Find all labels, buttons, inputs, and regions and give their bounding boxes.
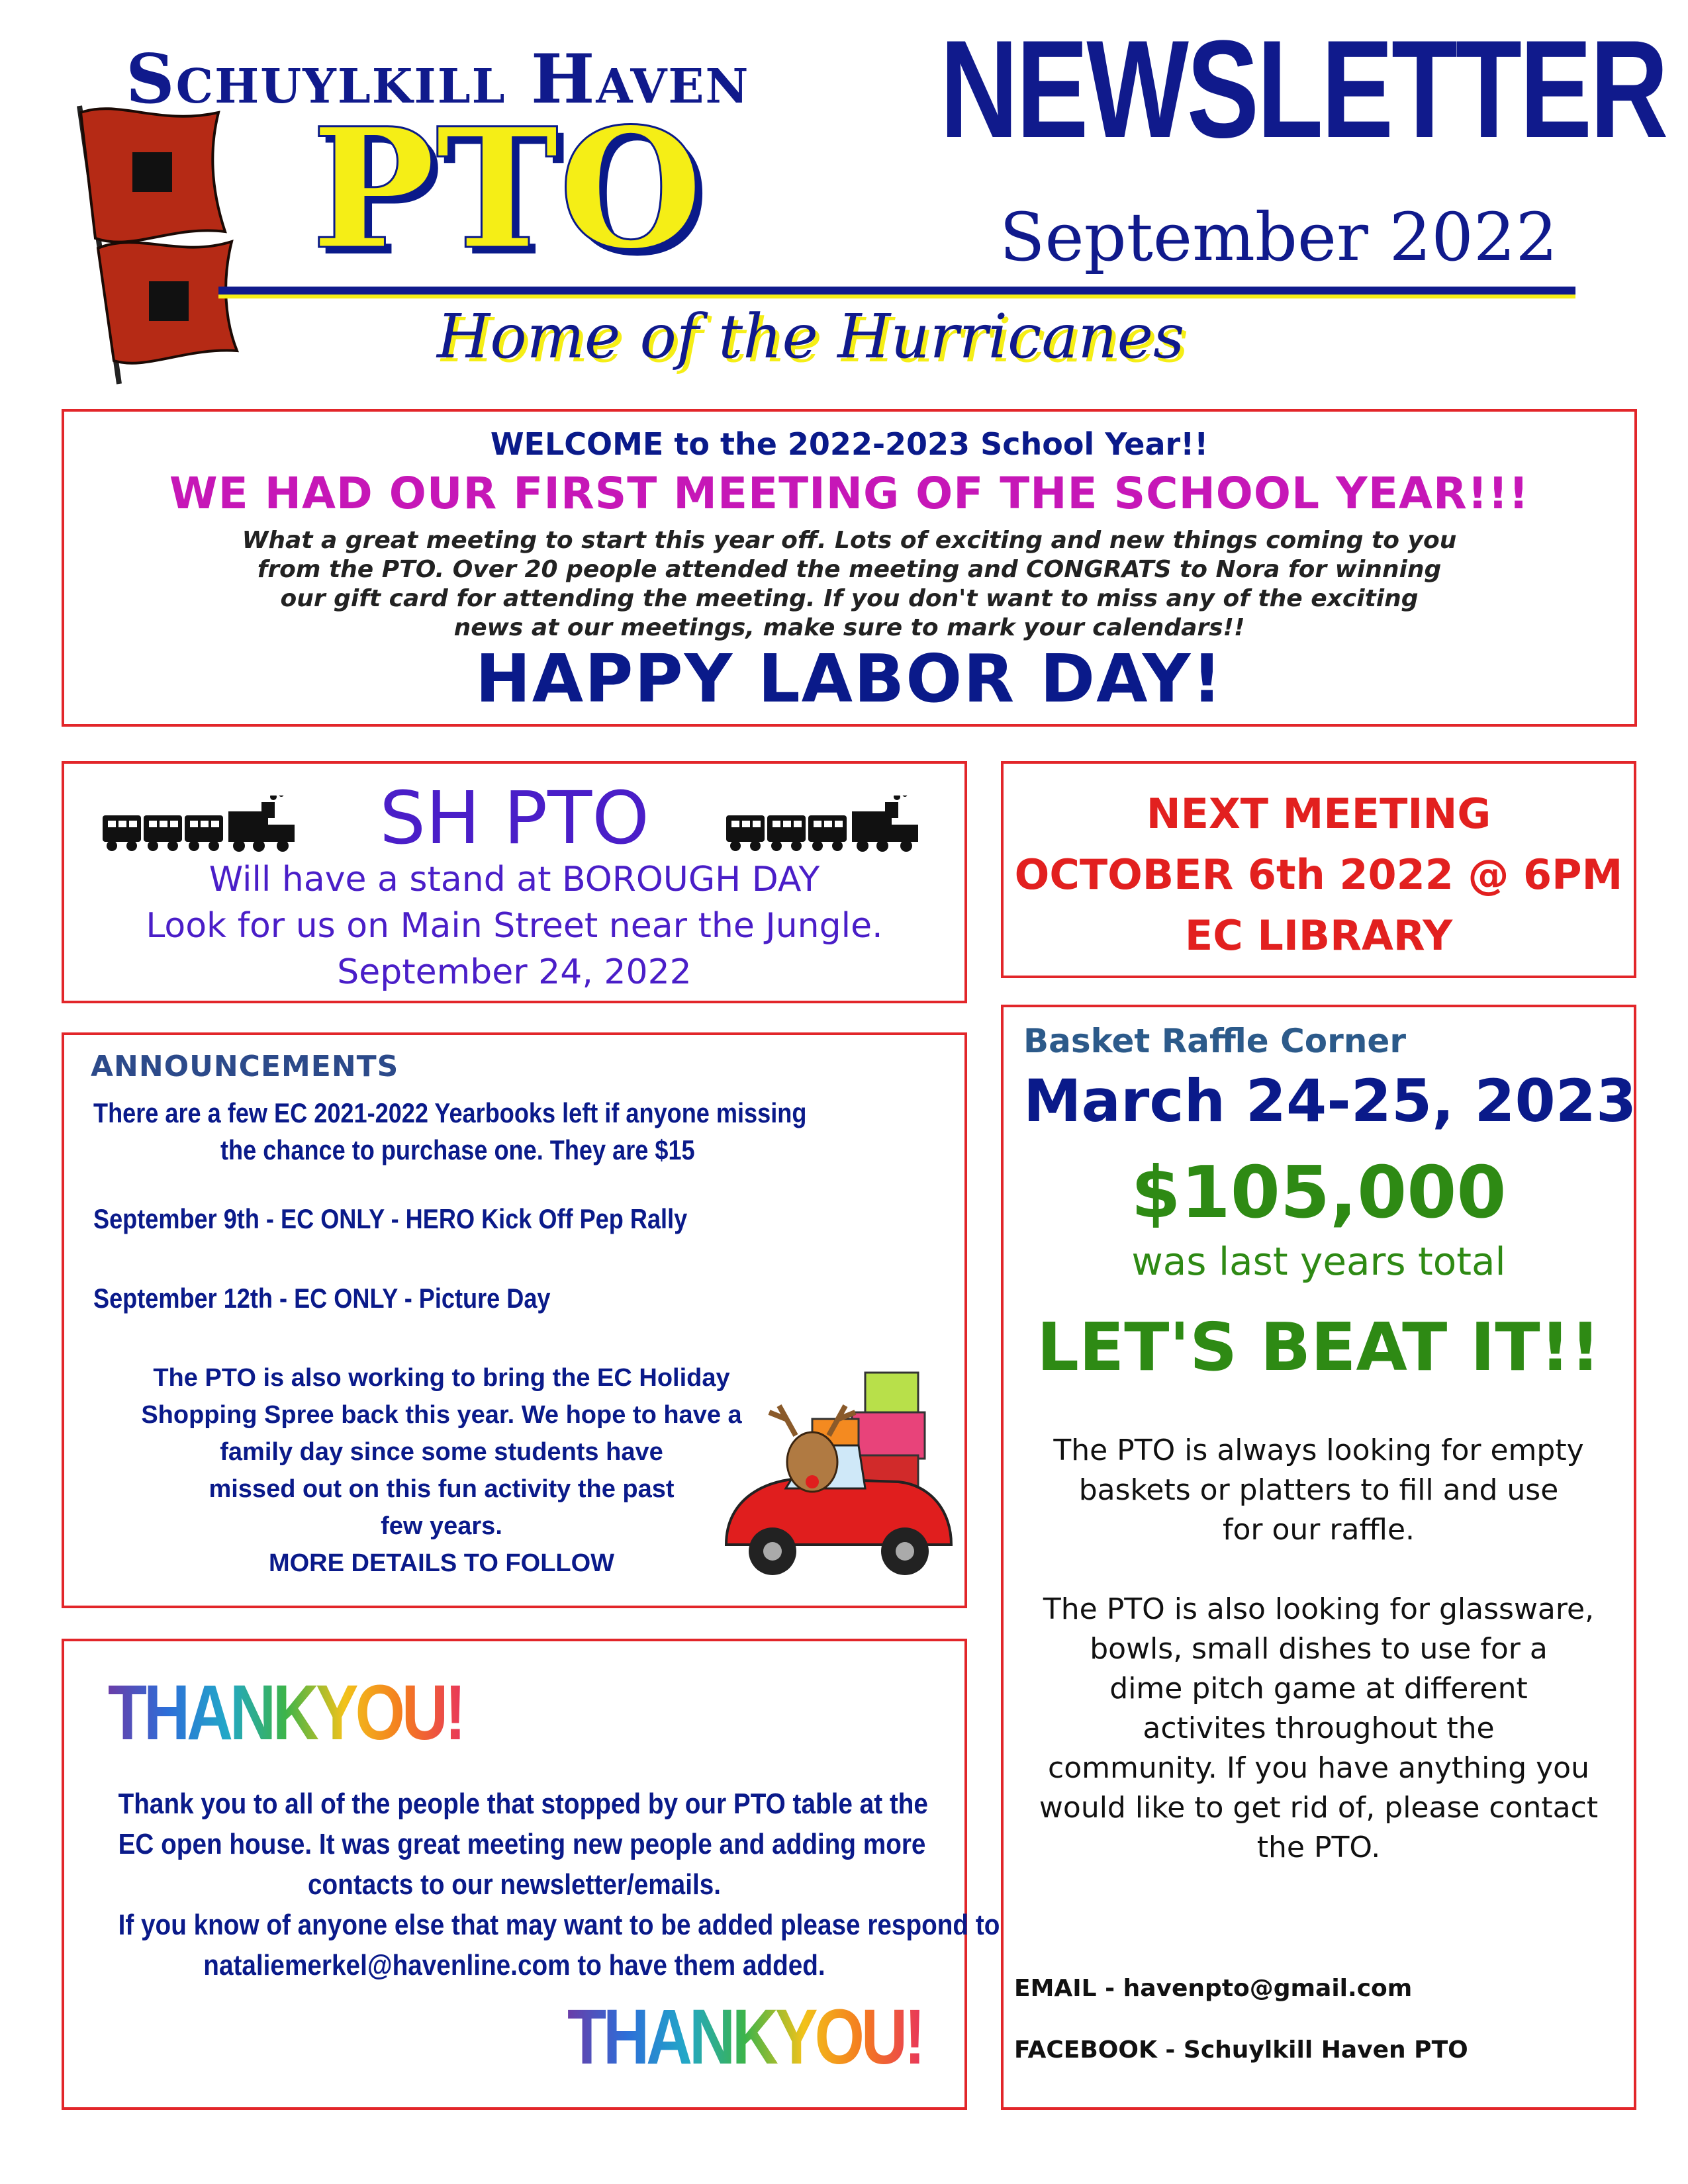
raffle-date: March 24-25, 2023 — [1023, 1067, 1637, 1135]
borough-day-text — [64, 856, 964, 995]
raffle-text-line: the PTO. — [1256, 1831, 1381, 1864]
header-rule-shadow — [218, 295, 1575, 298]
announcements-heading: ANNOUNCEMENTS — [91, 1050, 399, 1083]
raffle-beat-it: LET'S BEAT IT!! — [1037, 1308, 1601, 1386]
holiday-line: MORE DETAILS TO FOLLOW — [268, 1549, 615, 1577]
raffle-text-line: baskets or platters to fill and use — [1078, 1473, 1559, 1507]
borough-day-line: September 24, 2022 — [337, 952, 692, 992]
welcome-heading: WELCOME to the 2022-2023 School Year!! — [490, 426, 1209, 462]
raffle-baskets-text — [1004, 1431, 1634, 1550]
next-meeting-text — [1004, 784, 1634, 966]
issue-date: September 2022 — [1000, 199, 1558, 276]
holiday-line: The PTO is also working to bring the EC Holiday — [153, 1364, 730, 1392]
borough-day-line: Will have a stand at BOROUGH DAY — [209, 860, 820, 899]
raffle-text-line: would like to get rid of, please contact — [1039, 1791, 1599, 1825]
pto-title: PTO — [311, 91, 703, 286]
org-name: Schuylkill Haven — [126, 40, 750, 119]
announcements-box — [62, 1032, 967, 1608]
raffle-text-line: The PTO is also looking for glassware, — [1043, 1592, 1595, 1626]
welcome-box — [62, 409, 1637, 727]
raffle-total-caption: was last years total — [1131, 1239, 1506, 1284]
sh-pto-title: SH PTO — [379, 776, 649, 860]
hurricane-flag-logo — [66, 99, 245, 390]
raffle-text-line: community. If you have anything you — [1048, 1751, 1589, 1785]
reindeer-car-illustration — [700, 1346, 964, 1598]
yearbook-line: the chance to purchase one. They are $15 — [220, 1134, 695, 1165]
borough-day-line: Look for us on Main Street near the Jungle. — [146, 906, 883, 946]
next-meeting-line: OCTOBER 6th 2022 @ 6PM — [1014, 850, 1623, 899]
raffle-text-line: for our raffle. — [1222, 1513, 1415, 1547]
newsletter-title: NEWSLETTER — [940, 11, 1667, 167]
holiday-spree-text — [77, 1359, 806, 1582]
raffle-text-line: activites throughout the — [1143, 1711, 1495, 1745]
thank-you-line: EC open house. It was great meeting new people and adding more — [118, 1828, 926, 1860]
basket-raffle-box — [1001, 1005, 1636, 2110]
header-rule — [218, 287, 1575, 295]
holiday-line: missed out on this fun activity the past — [209, 1475, 675, 1503]
holiday-line: Shopping Spree back this year. We hope to have a — [141, 1401, 742, 1429]
labor-day-heading: HAPPY LABOR DAY! — [475, 640, 1223, 717]
thank-you-box — [62, 1639, 1000, 2110]
yearbook-line: There are a few EC 2021-2022 Yearbooks left if anyone missing — [93, 1097, 807, 1128]
raffle-text-line: dime pitch game at different — [1109, 1672, 1528, 1706]
raffle-heading: Basket Raffle Corner — [1023, 1022, 1406, 1060]
contact-facebook[interactable]: FACEBOOK - Schuylkill Haven PTO — [1014, 2036, 1468, 2064]
welcome-body — [64, 526, 1634, 643]
welcome-body-line: our gift card for attending the meeting. If you don't want to miss any of the exciting — [280, 585, 1419, 612]
next-meeting-box — [1001, 761, 1636, 978]
holiday-line: few years. — [381, 1512, 502, 1540]
borough-day-box — [62, 761, 967, 1003]
welcome-body-line: news at our meetings, make sure to mark your calendars!! — [453, 614, 1245, 641]
welcome-body-line: from the PTO. Over 20 people attended the meeting and CONGRATS to Nora for winning — [257, 556, 1442, 583]
raffle-text-line: The PTO is always looking for empty — [1053, 1433, 1584, 1467]
holiday-line: family day since some students have — [220, 1438, 663, 1466]
thank-you-line: If you know of anyone else that may want to be added please respond to — [118, 1909, 1000, 1941]
contact-email[interactable]: EMAIL - havenpto@gmail.com — [1014, 1975, 1413, 2002]
welcome-body-line: What a great meeting to start this year off. Lots of exciting and new things coming to you — [242, 527, 1457, 554]
first-meeting-heading: WE HAD OUR FIRST MEETING OF THE SCHOOL YEAR!!! — [169, 468, 1530, 519]
thank-you-line: nataliemerkel@havenline.com to have them added. — [203, 1949, 825, 1981]
tagline: Home of the Hurricanes — [437, 301, 1185, 372]
thank-you-text — [64, 1784, 1000, 1985]
thank-you-graphic — [567, 1992, 922, 2082]
thank-you-line: contacts to our newsletter/emails. — [307, 1868, 722, 1901]
announcement-picture-day: September 12th - EC ONLY - Picture Day — [93, 1283, 551, 1314]
announcement-pep-rally: September 9th - EC ONLY - HERO Kick Off Pep Rally — [93, 1203, 688, 1234]
next-meeting-line: EC LIBRARY — [1184, 911, 1453, 960]
raffle-last-total: $105,000 — [1131, 1152, 1507, 1234]
next-meeting-line: NEXT MEETING — [1146, 790, 1491, 838]
thank-you-graphic — [108, 1668, 463, 1758]
thank-you-line: Thank you to all of the people that stopped by our PTO table at the — [118, 1788, 928, 1820]
thank-you-graphic-text: THANKYOU! — [567, 1993, 923, 2081]
raffle-glassware-text — [1004, 1590, 1634, 1868]
thank-you-graphic-text: THANKYOU! — [108, 1669, 463, 1756]
raffle-text-line: bowls, small dishes to use for a — [1090, 1632, 1548, 1666]
